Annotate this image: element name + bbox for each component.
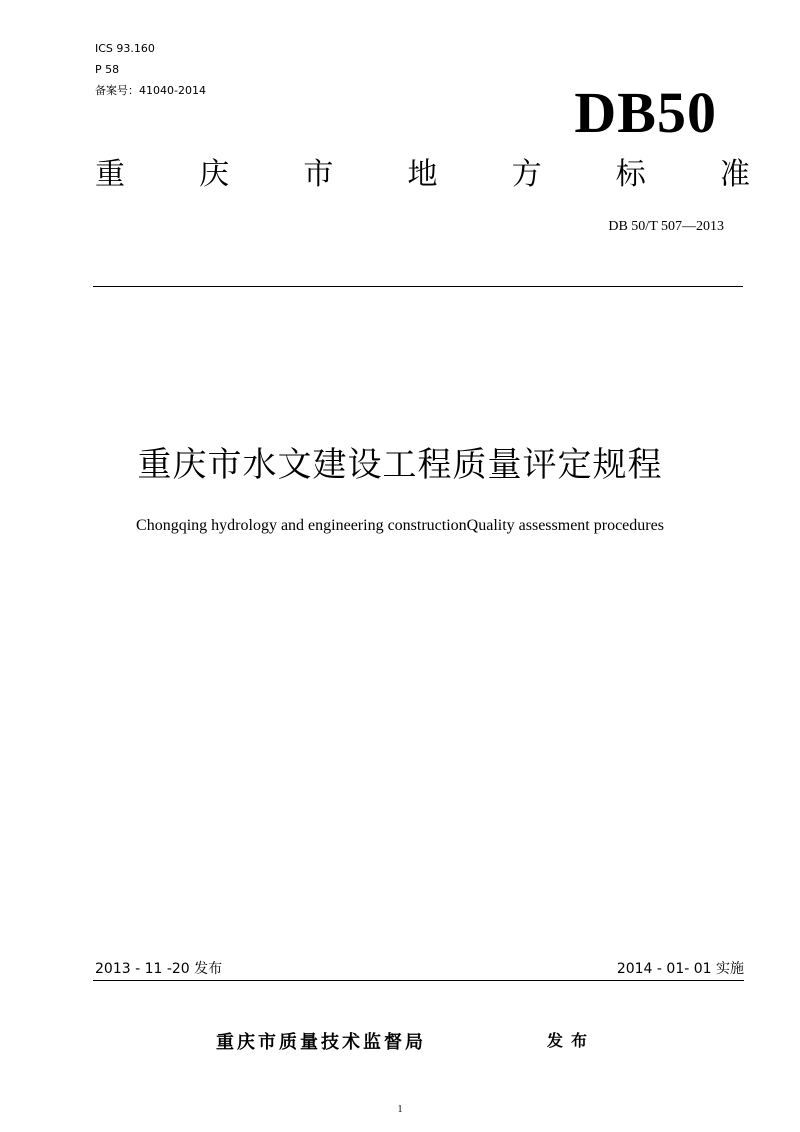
- record-number: 备案号：41040-2014: [95, 84, 206, 97]
- header-divider: [93, 286, 743, 287]
- standard-type-char: 准: [719, 157, 750, 192]
- standard-type-char: 重: [95, 157, 125, 192]
- standard-type-char: 方: [511, 157, 542, 192]
- standard-type-char: 庆: [199, 157, 230, 192]
- standard-type-char: 标: [615, 157, 646, 192]
- issuing-authority: 重庆市质量技术监督局: [216, 1032, 426, 1053]
- standard-number: DB 50/T 507—2013: [608, 219, 724, 234]
- ccs-code: P 58: [95, 63, 120, 76]
- standard-code: DB50: [574, 80, 717, 145]
- standard-type-heading: [95, 156, 750, 194]
- implementation-date: 2014 - 01- 01 实施: [616, 961, 744, 977]
- ics-code: ICS 93.160: [95, 42, 155, 55]
- issuer-action: 发布: [547, 1031, 596, 1050]
- issue-date: 2013 - 11 -20 发布: [95, 961, 223, 977]
- date-row: [93, 958, 744, 981]
- page-number: 1: [397, 1104, 403, 1115]
- standard-type-char: 市: [303, 157, 334, 192]
- issuer-row: [0, 1030, 800, 1056]
- document-title-chinese: 重庆市水文建设工程质量评定规程: [137, 445, 663, 485]
- standard-type-char: 地: [407, 157, 438, 192]
- document-title-english: Chongqing hydrology and engineering constructionQuality assessment procedures: [136, 517, 664, 534]
